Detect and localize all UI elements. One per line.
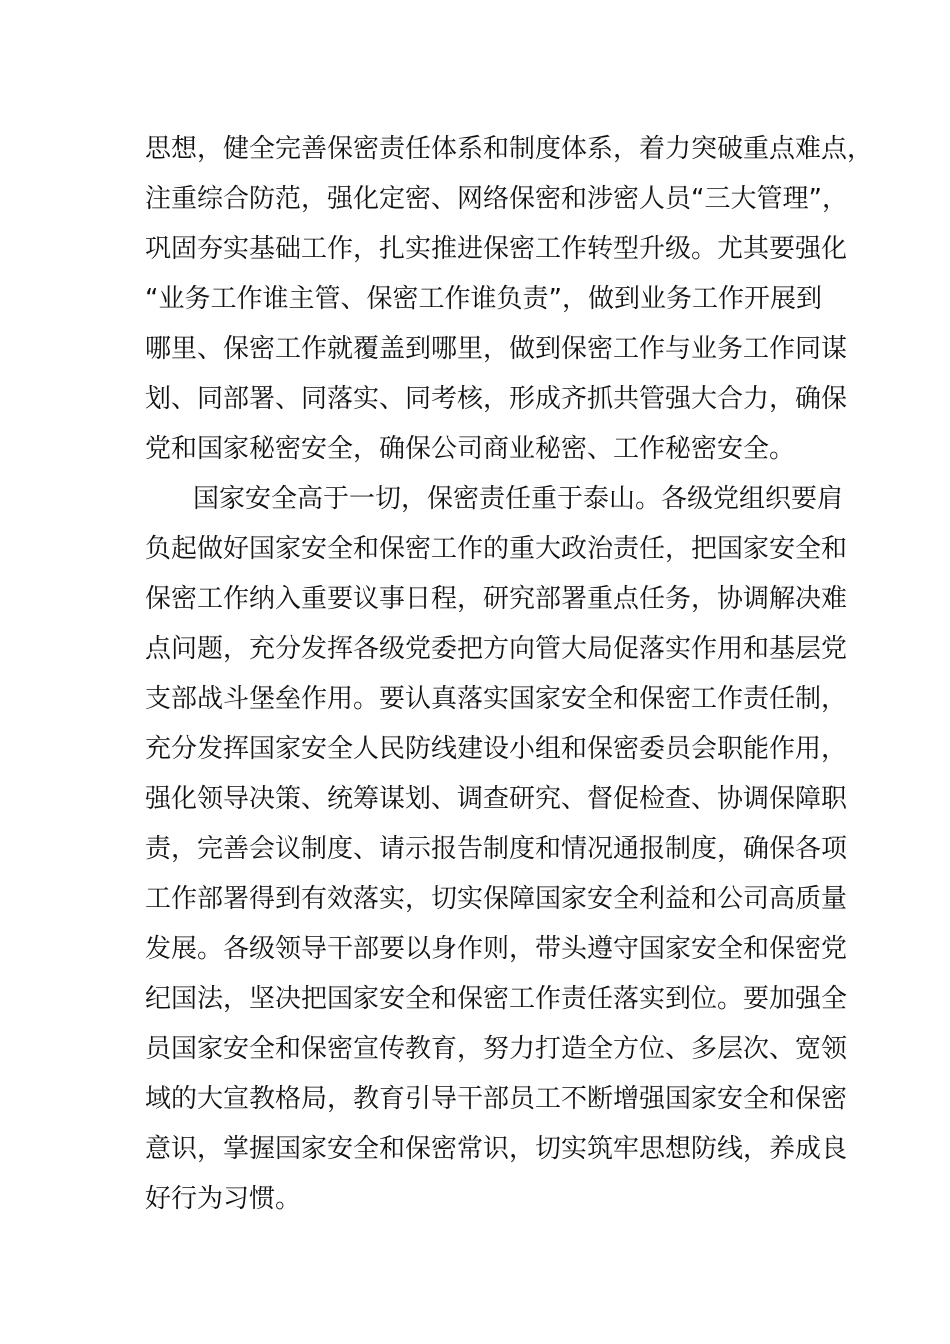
paragraph-line: 域的大宣教格局，教育引导干部员工不断增强国家安全和保密 bbox=[145, 1084, 848, 1114]
paragraph-line: 好行为习惯。 bbox=[145, 1184, 302, 1214]
paragraph-line: 哪里、保密工作就覆盖到哪里，做到保密工作与业务工作同谋 bbox=[145, 334, 848, 364]
paragraph-line: 负起做好国家安全和保密工作的重大政治责任，把国家安全和 bbox=[145, 534, 848, 564]
paragraph-line: 发展。各级领导干部要以身作则，带头遵守国家安全和保密党 bbox=[145, 934, 848, 964]
paragraph-line: 意识，掌握国家安全和保密常识，切实筑牢思想防线，养成良 bbox=[145, 1134, 848, 1164]
paragraph-line: 注重综合防范，强化定密、网络保密和涉密人员“三大管理”， bbox=[145, 184, 848, 214]
paragraph-line: 党和国家秘密安全，确保公司商业秘密、工作秘密安全。 bbox=[145, 434, 796, 464]
paragraph-line: 划、同部署、同落实、同考核，形成齐抓共管强大合力，确保 bbox=[145, 384, 848, 414]
paragraph-line: 员国家安全和保密宣传教育，努力打造全方位、多层次、宽领 bbox=[145, 1034, 848, 1064]
paragraph-line: 充分发挥国家安全人民防线建设小组和保密委员会职能作用， bbox=[145, 734, 848, 764]
paragraph-line: 巩固夯实基础工作，扎实推进保密工作转型升级。尤其要强化 bbox=[145, 234, 848, 264]
paragraph-line: 思想，健全完善保密责任体系和制度体系，着力突破重点难点， bbox=[145, 134, 874, 164]
paragraph-line: 强化领导决策、统筹谋划、调查研究、督促检查、协调保障职 bbox=[145, 784, 848, 814]
paragraph-line: 支部战斗堡垒作用。要认真落实国家安全和保密工作责任制， bbox=[145, 684, 848, 714]
paragraph-line: 责，完善会议制度、请示报告制度和情况通报制度，确保各项 bbox=[145, 834, 848, 864]
paragraph-line: 点问题，充分发挥各级党委把方向管大局促落实作用和基层党 bbox=[145, 634, 848, 664]
paragraph-line: 国家安全高于一切，保密责任重于泰山。各级党组织要肩 bbox=[193, 484, 844, 514]
paragraph-line: “业务工作谁主管、保密工作谁负责”，做到业务工作开展到 bbox=[145, 284, 822, 314]
paragraph-2 bbox=[145, 474, 848, 1224]
paragraph-line: 工作部署得到有效落实，切实保障国家安全利益和公司高质量 bbox=[145, 884, 848, 914]
paragraph-1 bbox=[145, 124, 874, 474]
paragraph-line: 保密工作纳入重要议事日程，研究部署重点任务，协调解决难 bbox=[145, 584, 848, 614]
paragraph-line: 纪国法，坚决把国家安全和保密工作责任落实到位。要加强全 bbox=[145, 984, 848, 1014]
